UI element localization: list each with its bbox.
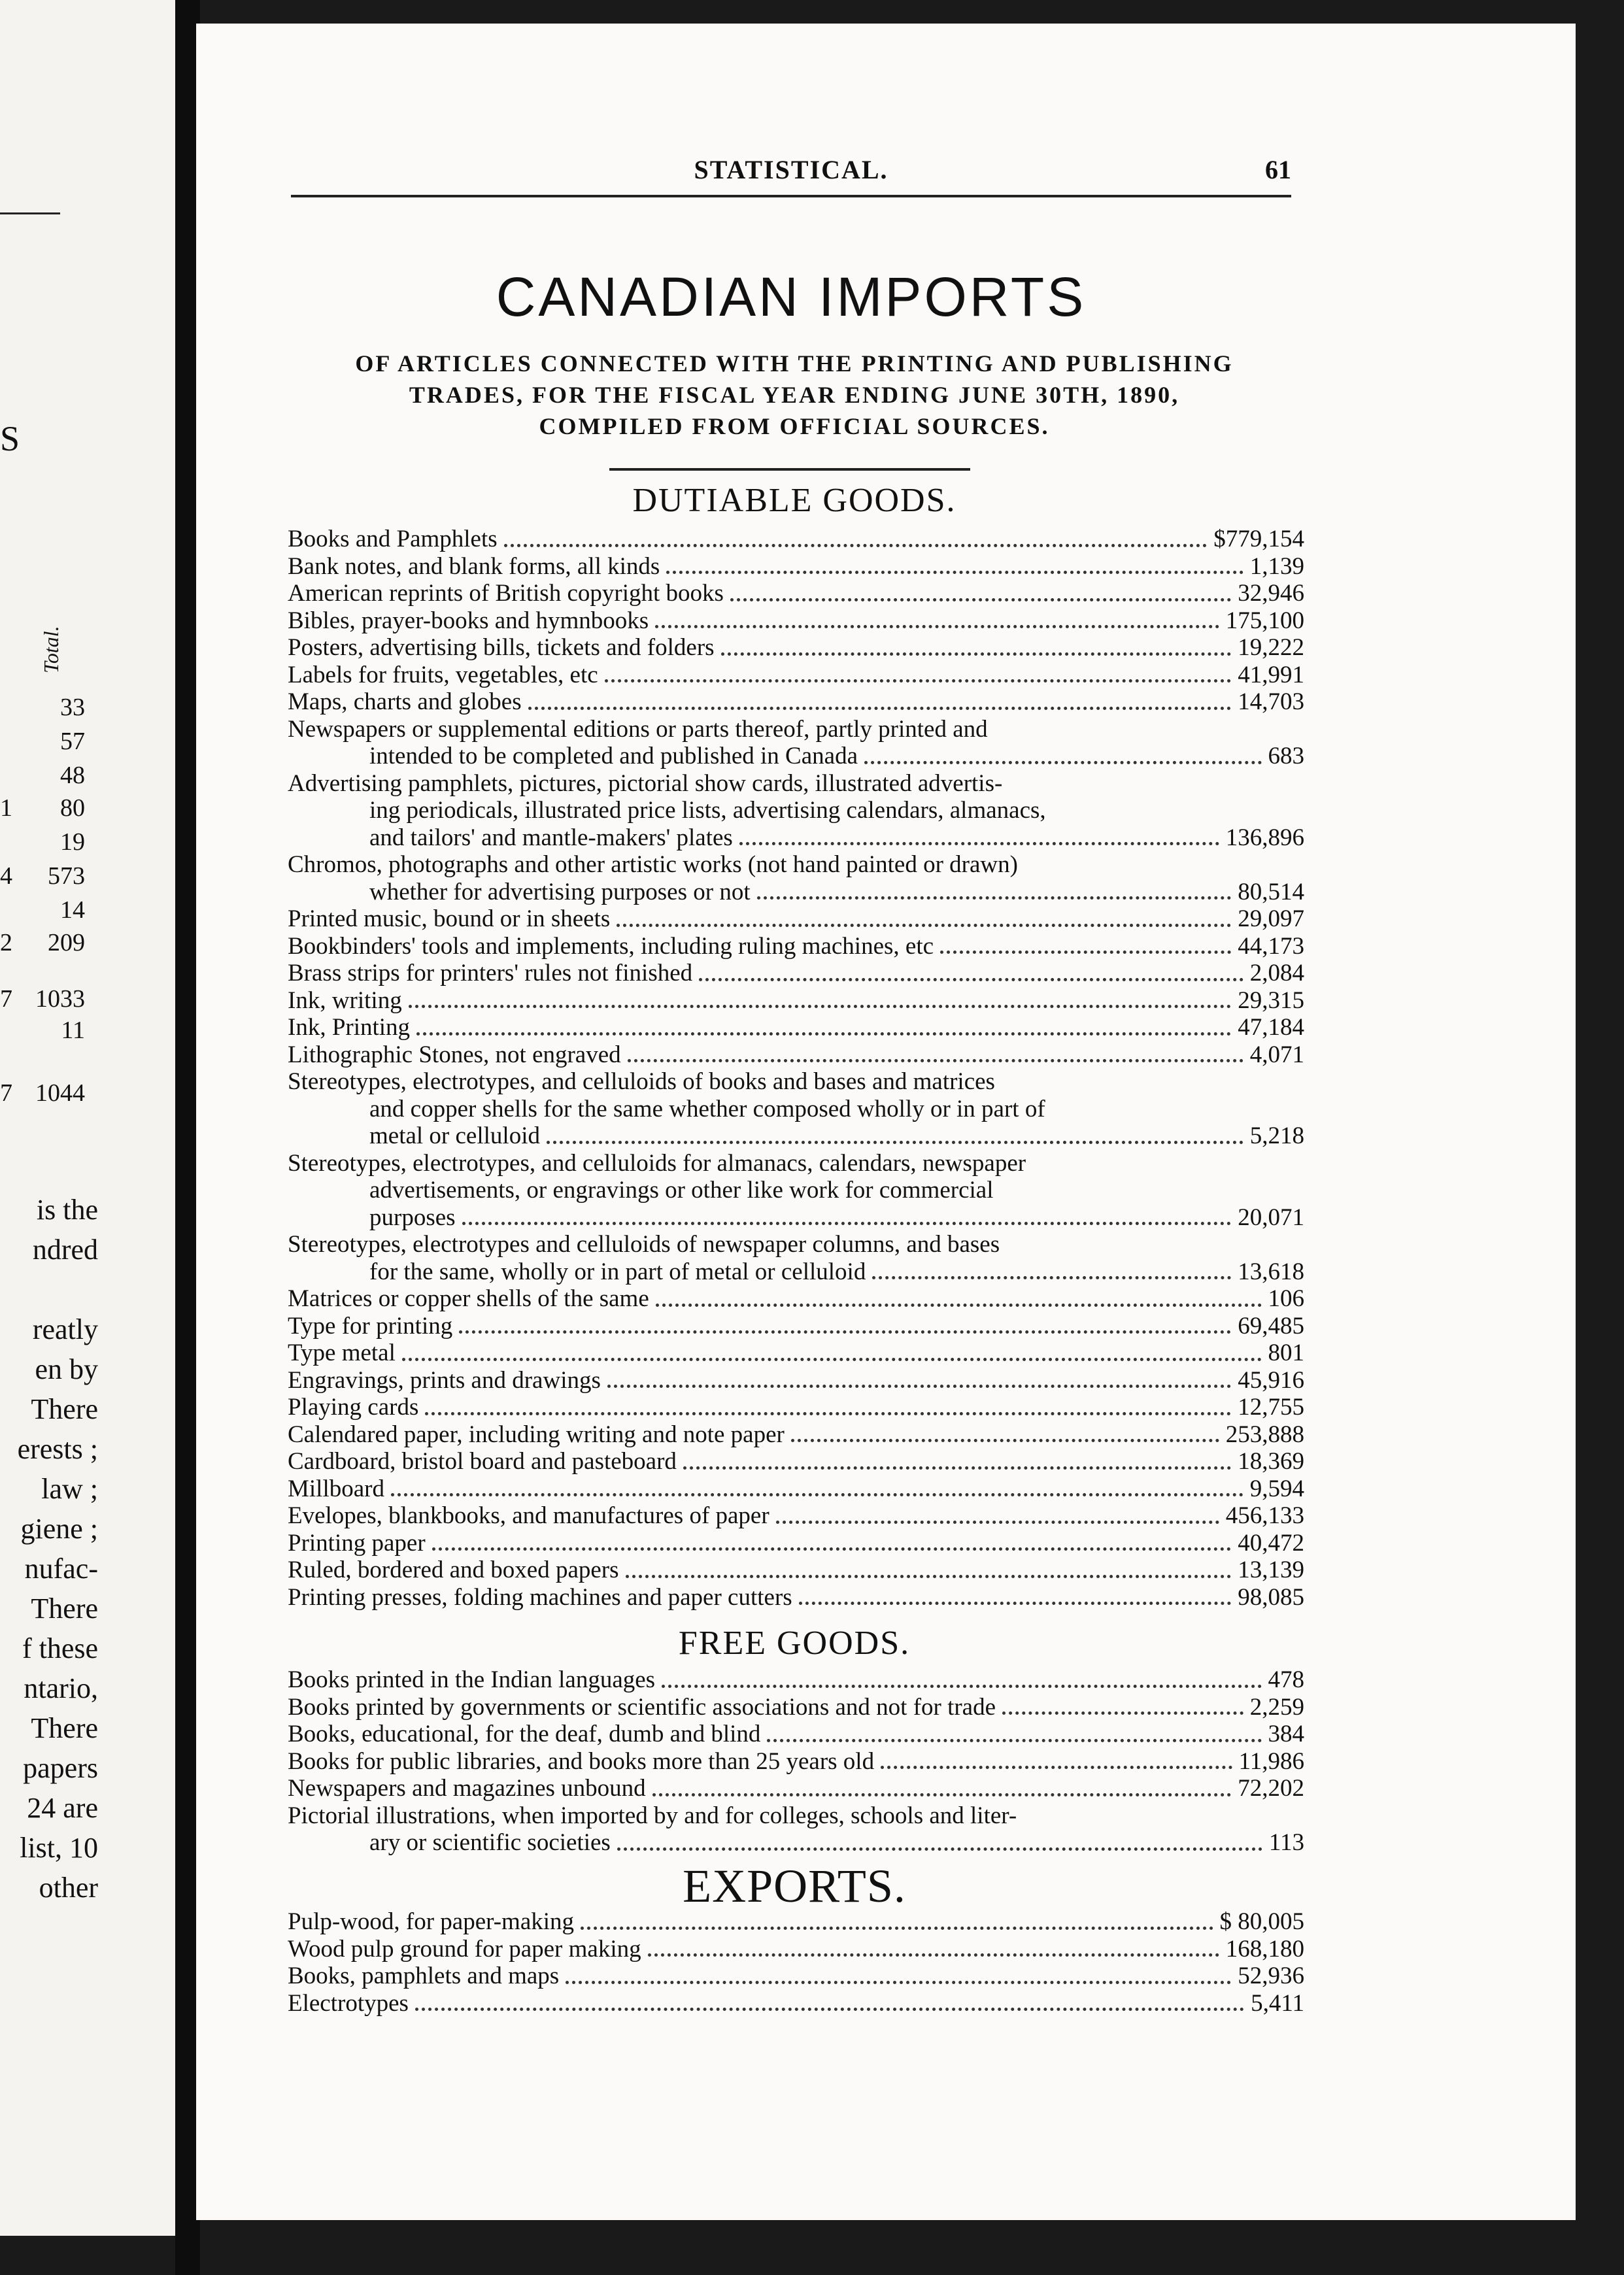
item-description: Pictorial illustrations, when imported by and for colleges, schools and liter- <box>288 1802 1017 1829</box>
previous-page-text-fragment: papers <box>23 1752 98 1784</box>
item-description: Stereotypes, electrotypes, and celluloids for almanacs, calendars, newspaper <box>288 1149 1026 1177</box>
item-amount: 456,133 <box>1225 1502 1304 1529</box>
ledger-row-continued <box>288 1150 1304 1177</box>
item-amount: 384 <box>1268 1721 1304 1747</box>
ledger-row <box>288 1908 1304 1936</box>
free-goods-heading: FREE GOODS. <box>678 1625 911 1662</box>
exports-heading: EXPORTS. <box>683 1860 906 1912</box>
previous-page-total-value: 19 <box>60 828 85 856</box>
ledger-row <box>288 1041 1304 1069</box>
item-amount: 80,514 <box>1238 878 1304 905</box>
previous-page-text-fragment: other <box>39 1872 98 1904</box>
previous-page-text-fragment: f these <box>22 1632 98 1664</box>
ledger-row <box>288 933 1304 960</box>
item-amount: 98,085 <box>1238 1583 1304 1611</box>
item-amount: 13,618 <box>1238 1258 1304 1285</box>
exports-list <box>288 1908 1304 2017</box>
previous-page-total-value: 1033 <box>35 985 85 1013</box>
ledger-row <box>288 1448 1304 1475</box>
ledger-row <box>288 1963 1304 1990</box>
item-description: Labels for fruits, vegetables, etc <box>288 661 598 688</box>
item-description: Ruled, bordered and boxed papers <box>288 1557 619 1583</box>
dutiable-goods-list <box>288 526 1304 1611</box>
dot-leader <box>872 1267 1231 1279</box>
ledger-row <box>288 1340 1304 1367</box>
ledger-row <box>288 1421 1304 1449</box>
dot-leader <box>699 969 1243 981</box>
dot-leader <box>662 1676 1261 1688</box>
item-amount: 32,946 <box>1238 580 1304 607</box>
dot-leader <box>655 616 1219 628</box>
item-amount: 11,986 <box>1238 1747 1304 1775</box>
item-amount: 683 <box>1268 743 1304 769</box>
dot-leader <box>648 1944 1219 1957</box>
ledger-row <box>288 1666 1304 1694</box>
item-description: Books for public libraries, and books more than 25 years old <box>288 1747 875 1775</box>
dot-leader <box>415 1998 1244 2011</box>
ledger-row <box>288 1557 1304 1584</box>
dot-leader <box>656 1294 1262 1307</box>
dot-leader <box>391 1484 1243 1496</box>
item-description: ary or scientific societies <box>369 1829 611 1856</box>
item-amount: 168,180 <box>1225 1935 1304 1963</box>
dot-leader <box>617 915 1231 927</box>
ledger-row <box>288 1502 1304 1530</box>
ledger-row-continued <box>288 851 1304 879</box>
item-amount: 12,755 <box>1238 1394 1304 1421</box>
item-amount: 29,097 <box>1238 905 1304 932</box>
dot-leader <box>402 1349 1262 1361</box>
subtitle-line: COMPILED FROM OFFICIAL SOURCES. <box>539 413 1050 439</box>
dot-leader <box>791 1430 1219 1442</box>
previous-page-total-prefix: 2 <box>0 929 12 956</box>
dutiable-goods-heading: DUTIABLE GOODS. <box>632 482 956 519</box>
dot-leader <box>607 1375 1231 1388</box>
item-description: Ink, Printing <box>288 1014 411 1041</box>
item-description: Matrices or copper shells of the same <box>288 1285 649 1312</box>
dot-leader <box>757 887 1232 900</box>
item-description: Calendared paper, including writing and note paper <box>288 1421 785 1448</box>
previous-page-total-value: 33 <box>60 694 85 721</box>
item-description: ing periodicals, illustrated price lists, advertising calendars, almanacs, <box>369 797 1046 824</box>
previous-page-text-fragment: 24 are <box>27 1792 98 1824</box>
page-number: 61 <box>1265 155 1291 184</box>
item-amount: 106 <box>1268 1285 1304 1312</box>
dot-leader <box>666 562 1243 574</box>
ledger-row <box>288 1936 1304 1963</box>
item-amount: 478 <box>1268 1666 1304 1693</box>
item-description: metal or celluloid <box>369 1122 540 1149</box>
previous-page-total-value: 57 <box>60 728 85 755</box>
item-amount: 175,100 <box>1225 607 1304 634</box>
dot-leader <box>617 1838 1262 1851</box>
item-amount: 29,315 <box>1238 986 1304 1014</box>
ledger-row-continued <box>288 1802 1304 1830</box>
page <box>196 24 1576 2220</box>
free-goods-list <box>288 1666 1304 1857</box>
dot-leader <box>767 1730 1261 1742</box>
item-amount: 45,916 <box>1238 1366 1304 1394</box>
dot-leader <box>1002 1702 1243 1715</box>
item-description: Wood pulp ground for paper making <box>288 1935 641 1963</box>
dot-leader <box>566 1972 1231 1984</box>
running-head: STATISTICAL. <box>694 155 888 184</box>
item-description: Bibles, prayer-books and hymnbooks <box>288 607 649 634</box>
previous-page-text-fragment: law ; <box>41 1473 98 1505</box>
item-amount: 5,218 <box>1249 1122 1304 1149</box>
item-description: Pulp-wood, for paper-making <box>288 1908 575 1935</box>
item-description: Stereotypes, electrotypes, and celluloids of books and bases and matrices <box>288 1068 995 1095</box>
item-amount: 9,594 <box>1249 1475 1304 1502</box>
item-amount: 13,139 <box>1238 1557 1304 1583</box>
item-amount: 19,222 <box>1238 634 1304 661</box>
item-amount: 14,703 <box>1238 688 1304 715</box>
ledger-row-continued <box>288 1177 1304 1204</box>
page-title: CANADIAN IMPORTS <box>496 266 1087 328</box>
previous-page-text-fragment: There <box>31 1393 98 1425</box>
item-description: Books and Pamphlets <box>288 526 498 552</box>
item-description: for the same, wholly or in part of metal or celluloid <box>369 1258 866 1285</box>
ledger-row <box>288 607 1304 635</box>
previous-page-text-fragment: ntario, <box>24 1672 98 1704</box>
item-description: Chromos, photographs and other artistic works (not hand painted or drawn) <box>288 851 1018 878</box>
item-description: Ink, writing <box>288 986 402 1014</box>
dot-leader <box>432 1538 1232 1551</box>
previous-page-total-value: 573 <box>48 862 85 890</box>
previous-page-total-value: 14 <box>60 896 85 924</box>
ledger-row <box>288 634 1304 662</box>
subtitle-line: OF ARTICLES CONNECTED WITH THE PRINTING AND PUBLISHING <box>355 350 1234 377</box>
dot-leader <box>652 1784 1232 1796</box>
ledger-row <box>288 688 1304 716</box>
dot-leader <box>409 996 1232 1008</box>
item-amount: 113 <box>1268 1829 1304 1856</box>
item-amount: 2,084 <box>1249 960 1304 986</box>
item-description: American reprints of British copyright books <box>288 580 724 607</box>
previous-page-text-fragment: en by <box>35 1353 98 1385</box>
item-description: Posters, advertising bills, tickets and folders <box>288 634 715 661</box>
item-description: Type for printing <box>288 1312 453 1340</box>
item-description: Books, pamphlets and maps <box>288 1963 560 1989</box>
item-amount: 253,888 <box>1225 1421 1304 1448</box>
ledger-row <box>288 1394 1304 1421</box>
dot-leader <box>504 535 1208 547</box>
ledger-row <box>288 960 1304 987</box>
item-amount: 72,202 <box>1238 1775 1304 1802</box>
previous-page-text-fragment: ndred <box>32 1234 98 1266</box>
ledger-row-continued <box>288 716 1304 743</box>
item-amount: 136,896 <box>1225 824 1304 851</box>
item-amount: $779,154 <box>1213 526 1304 552</box>
previous-page-fragment <box>0 0 191 2236</box>
ledger-row <box>288 1721 1304 1748</box>
item-description: Stereotypes, electrotypes and celluloids of newspaper columns, and bases <box>288 1231 1000 1258</box>
item-description: purposes <box>369 1204 456 1231</box>
item-description: Books, educational, for the deaf, dumb and blind <box>288 1721 761 1747</box>
item-amount: 801 <box>1268 1340 1304 1366</box>
item-description: Cardboard, bristol board and pasteboard <box>288 1448 677 1475</box>
ledger-row <box>288 1285 1304 1313</box>
previous-page-text-fragment: list, 10 <box>20 1832 98 1864</box>
ledger-row <box>288 1990 1304 2017</box>
previous-page-total-prefix: 7 <box>0 1079 12 1107</box>
page-header <box>291 154 1291 213</box>
item-amount: 44,173 <box>1238 932 1304 960</box>
subtitle-rule <box>609 468 970 471</box>
item-description: Newspapers or supplemental editions or parts thereof, partly printed and <box>288 715 988 743</box>
ledger-row <box>288 1367 1304 1394</box>
previous-page-total-value: 11 <box>61 1017 85 1044</box>
ledger-row <box>288 662 1304 689</box>
ledger-row <box>288 879 1304 906</box>
previous-page-total-value: 48 <box>60 762 85 789</box>
item-description: Printing presses, folding machines and paper cutters <box>288 1583 792 1611</box>
item-description: whether for advertising purposes or not <box>369 878 751 905</box>
item-amount: 4,071 <box>1249 1041 1304 1068</box>
item-amount: 52,936 <box>1238 1963 1304 1989</box>
previous-page-total-prefix: 7 <box>0 985 12 1013</box>
ledger-row <box>288 1694 1304 1721</box>
dot-leader <box>528 698 1232 710</box>
previous-page-heading-fragment: S <box>0 419 20 458</box>
item-description: Books printed in the Indian languages <box>288 1666 656 1693</box>
item-amount: 18,369 <box>1238 1448 1304 1475</box>
dot-leader <box>626 1566 1232 1578</box>
item-description: advertisements, or engravings or other like work for commercial <box>369 1177 994 1204</box>
dot-leader <box>799 1592 1232 1605</box>
dot-leader <box>940 941 1231 954</box>
previous-page-total-value: 1044 <box>35 1079 85 1107</box>
item-description: Books printed by governments or scientific associations and not for trade <box>288 1693 996 1721</box>
ledger-row <box>288 1829 1304 1857</box>
dot-leader <box>721 643 1232 656</box>
item-description: intended to be completed and published in Canada <box>369 743 858 769</box>
page-subtitle <box>291 348 1298 442</box>
previous-page-text-fragment: giene ; <box>20 1513 98 1545</box>
dot-leader <box>425 1403 1231 1415</box>
item-amount: 2,259 <box>1249 1693 1304 1721</box>
previous-page-text-fragment: reatly <box>32 1313 98 1345</box>
item-amount: 41,991 <box>1238 661 1304 688</box>
item-description: Printed music, bound or in sheets <box>288 905 611 932</box>
item-description: Evelopes, blankbooks, and manufactures of paper <box>288 1502 770 1529</box>
subtitle-line: TRADES, FOR THE FISCAL YEAR ENDING JUNE 30TH, 1890, <box>409 382 1180 408</box>
dot-leader <box>864 752 1262 764</box>
ledger-row <box>288 1584 1304 1611</box>
ledger-row <box>288 905 1304 933</box>
dot-leader <box>416 1023 1231 1036</box>
item-amount: 20,071 <box>1238 1204 1304 1231</box>
dot-leader <box>628 1050 1243 1062</box>
item-description: Electrotypes <box>288 1989 409 2017</box>
ledger-row <box>288 743 1304 770</box>
item-description: Maps, charts and globes <box>288 688 522 715</box>
dot-leader <box>462 1213 1232 1225</box>
item-amount: 47,184 <box>1238 1014 1304 1041</box>
dot-leader <box>581 1917 1213 1930</box>
dot-leader <box>605 670 1232 682</box>
item-description: Engravings, prints and drawings <box>288 1366 601 1394</box>
item-description: Bookbinders' tools and implements, including ruling machines, etc <box>288 932 934 960</box>
item-description: Brass strips for printers' rules not finished <box>288 960 693 986</box>
ledger-row <box>288 987 1304 1015</box>
ledger-row <box>288 1204 1304 1232</box>
ledger-row-continued <box>288 797 1304 824</box>
previous-page-text-fragment: nufac- <box>24 1553 98 1585</box>
item-description: Millboard <box>288 1475 384 1502</box>
ledger-row-continued <box>288 1096 1304 1123</box>
dot-leader <box>730 589 1231 601</box>
ledger-row <box>288 1475 1304 1503</box>
item-amount: 1,139 <box>1249 552 1304 580</box>
dot-leader <box>459 1321 1231 1334</box>
ledger-row <box>288 1530 1304 1557</box>
ledger-row-continued <box>288 770 1304 798</box>
previous-page-total-prefix: 1 <box>0 794 12 822</box>
ledger-row <box>288 1313 1304 1340</box>
item-description: Newspapers and magazines unbound <box>288 1775 646 1802</box>
item-description: and copper shells for the same whether composed wholly or in part of <box>369 1095 1045 1122</box>
item-amount: 40,472 <box>1238 1529 1304 1557</box>
previous-page-total-prefix: 4 <box>0 862 12 890</box>
dot-leader <box>739 833 1219 845</box>
ledger-row <box>288 824 1304 852</box>
item-description: Playing cards <box>288 1394 419 1421</box>
previous-page-total-value: 80 <box>60 794 85 822</box>
item-description: and tailors' and mantle-makers' plates <box>369 824 733 851</box>
previous-page-rule <box>0 212 60 214</box>
ledger-row-continued <box>288 1231 1304 1258</box>
ledger-row <box>288 1775 1304 1802</box>
item-description: Advertising pamphlets, pictures, pictorial show cards, illustrated advertis- <box>288 769 1003 797</box>
dot-leader <box>683 1457 1231 1470</box>
item-description: Type metal <box>288 1340 396 1366</box>
previous-page-text-fragment: There <box>31 1592 98 1625</box>
dot-leader <box>881 1757 1232 1769</box>
item-description: Lithographic Stones, not engraved <box>288 1041 621 1068</box>
item-description: Printing paper <box>288 1529 426 1557</box>
ledger-row <box>288 1748 1304 1776</box>
previous-page-text-fragment: is the <box>36 1194 98 1226</box>
ledger-row <box>288 526 1304 553</box>
ledger-row <box>288 553 1304 581</box>
item-description: Bank notes, and blank forms, all kinds <box>288 552 660 580</box>
previous-page-text-fragment: There <box>31 1712 98 1744</box>
ledger-row <box>288 1122 1304 1150</box>
item-amount: 69,485 <box>1238 1312 1304 1340</box>
ledger-row <box>288 1014 1304 1041</box>
dot-leader <box>547 1132 1243 1144</box>
dot-leader <box>776 1511 1219 1524</box>
ledger-row-continued <box>288 1068 1304 1096</box>
ledger-row <box>288 580 1304 607</box>
item-amount: $ 80,005 <box>1219 1908 1304 1935</box>
item-amount: 5,411 <box>1251 1989 1304 2017</box>
ledger-row <box>288 1258 1304 1286</box>
previous-page-total-header: Total. <box>39 626 63 673</box>
previous-page-text-fragment: erests ; <box>17 1433 98 1465</box>
previous-page-total-value: 209 <box>48 929 85 956</box>
header-rule <box>291 195 1291 197</box>
